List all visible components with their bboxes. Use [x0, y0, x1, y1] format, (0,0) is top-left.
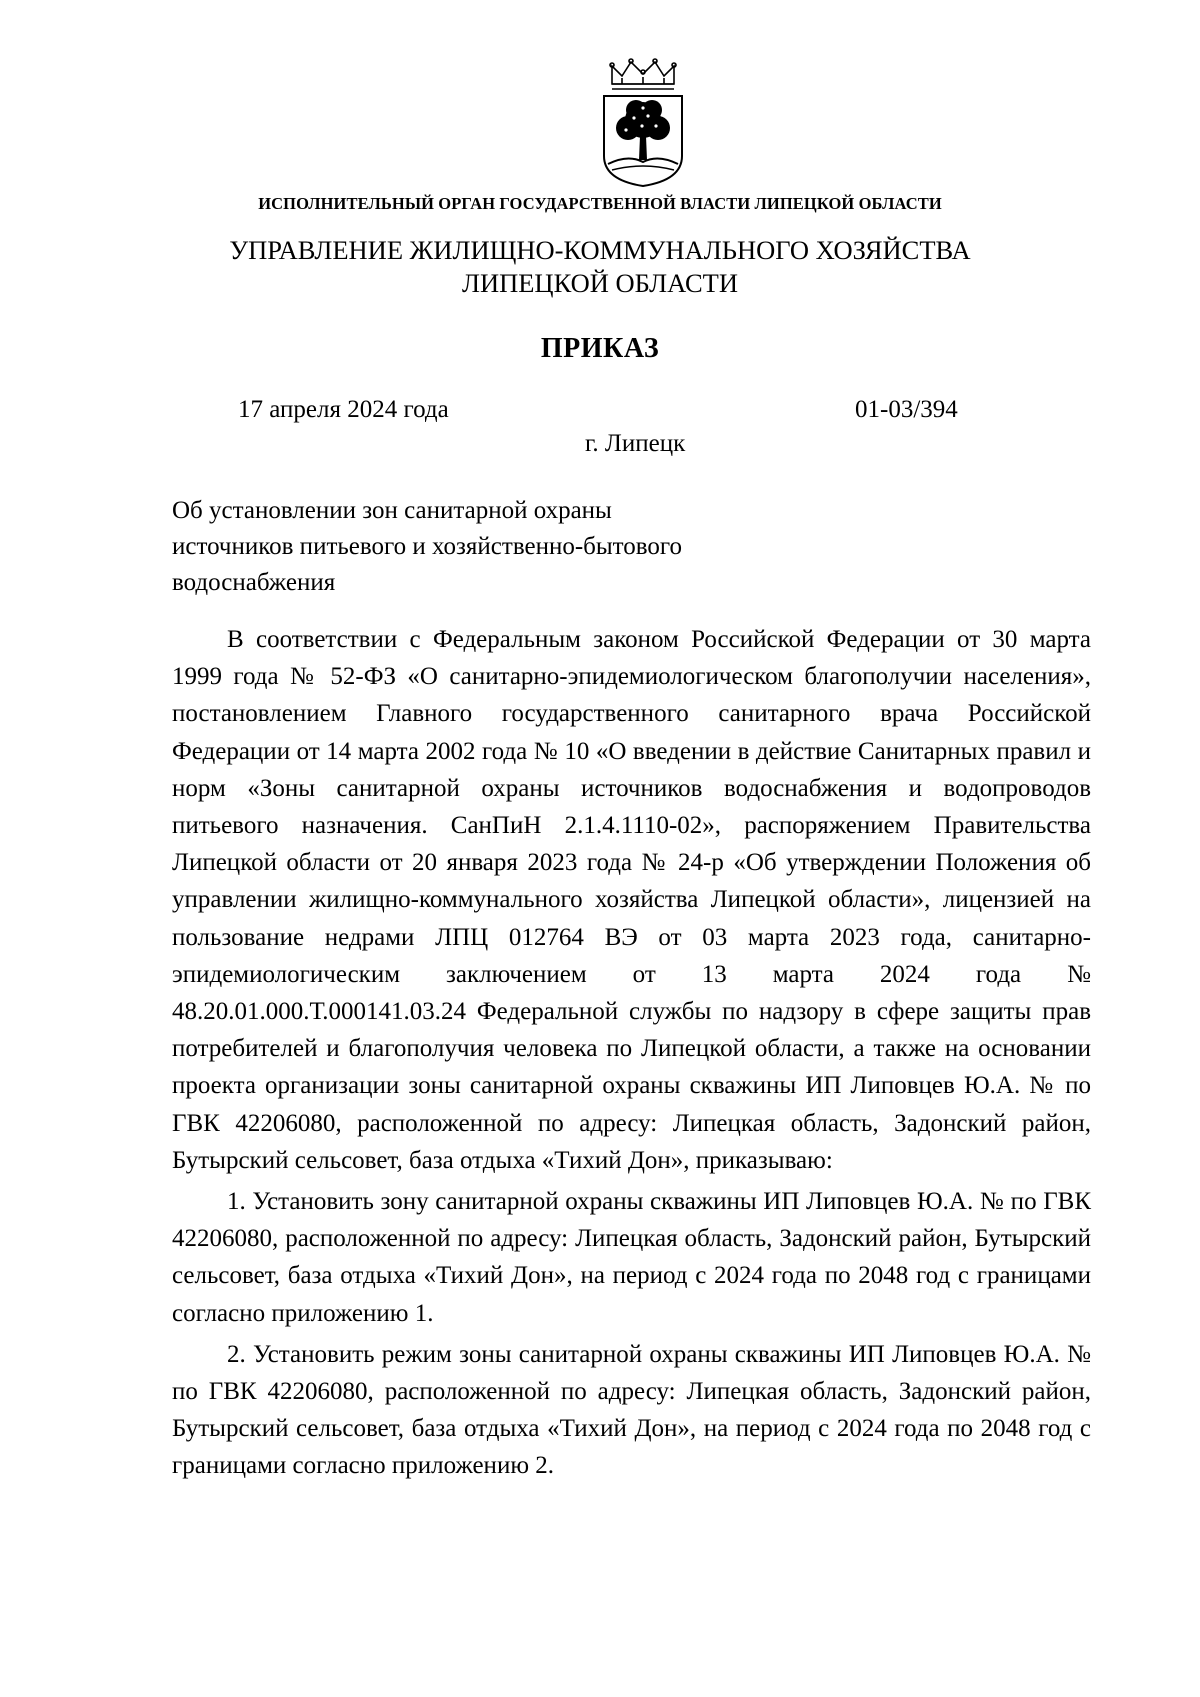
organization-name-line: УПРАВЛЕНИЕ ЖИЛИЩНО-КОММУНАЛЬНОГО ХОЗЯЙСТВА: [229, 235, 971, 265]
order-item-1: 1. Установить зону санитарной охраны скважины ИП Липовцев Ю.А. № по ГВК 42206080, расположенной по адресу: Липецкая область, Задонский район, Бутырский сельсовет, база отдыха «Тихий Дон», на период с 2024 года по 2048 год с границами согласно приложению 1.: [172, 1188, 1091, 1327]
subject-line: водоснабжения: [172, 569, 336, 596]
organization-name-line: ЛИПЕЦКОЙ ОБЛАСТИ: [462, 268, 738, 298]
subject-line: источников питьевого и хозяйственно-бытового: [172, 533, 683, 560]
subject-line: Об установлении зон санитарной охраны: [172, 497, 612, 524]
document-number: 01-03/394: [855, 396, 958, 423]
order-item-2: 2. Установить режим зоны санитарной охраны скважины ИП Липовцев Ю.А. № по ГВК 42206080, расположенной по адресу: Липецкая область, Задонский район, Бутырский сельсовет, база отдыха «Тихий Дон», на период с 2024 года по 2048 год с границами согласно приложению 2.: [172, 1340, 1091, 1480]
document-type: ПРИКАЗ: [540, 333, 660, 364]
coat-of-arms-icon: [598, 58, 688, 188]
document-body: [172, 621, 1091, 1489]
document-city: г. Липецк: [585, 430, 686, 457]
organization-name: [0, 234, 1200, 300]
document-subject: [172, 493, 792, 601]
preamble-paragraph: В соответствии с Федеральным законом Российской Федерации от 30 марта 1999 года № 52-ФЗ «О санитарно-эпидемиологическом благополучии населения», постановлением Главного государственного санитарного врача Российской Федерации от 14 марта 2002 года № 10 «О введении в действие Санитарных правил и норм «Зоны санитарной охраны источников водоснабжения и водопроводов питьевого назначения. СанПиН 2.1.4.1110-02», распоряжением Правительства Липецкой области от 20 января 2023 года № 24-р «Об утверждении Положения об управлении жилищно-коммунального хозяйства Липецкой области», лицензией на пользование недрами ЛПЦ 012764 ВЭ от 03 марта 2023 года, санитарно-эпидемиологическим заключением от 13 марта 2024 года № 48.20.01.000.Т.000141.03.24 Федеральной службы по надзору в сфере защиты прав потребителей и благополучия человека по Липецкой области, а также на основании проекта организации зоны санитарной охраны скважины ИП Липовцев Ю.А. № по ГВК 42206080, расположенной по адресу: Липецкая область, Задонский район, Бутырский сельсовет, база отдыха «Тихий Дон», приказываю:: [172, 626, 1091, 1174]
issuing-authority: ИСПОЛНИТЕЛЬНЫЙ ОРГАН ГОСУДАРСТВЕННОЙ ВЛАСТИ ЛИПЕЦКОЙ ОБЛАСТИ: [258, 194, 942, 213]
document-date: 17 апреля 2024 года: [238, 396, 449, 423]
